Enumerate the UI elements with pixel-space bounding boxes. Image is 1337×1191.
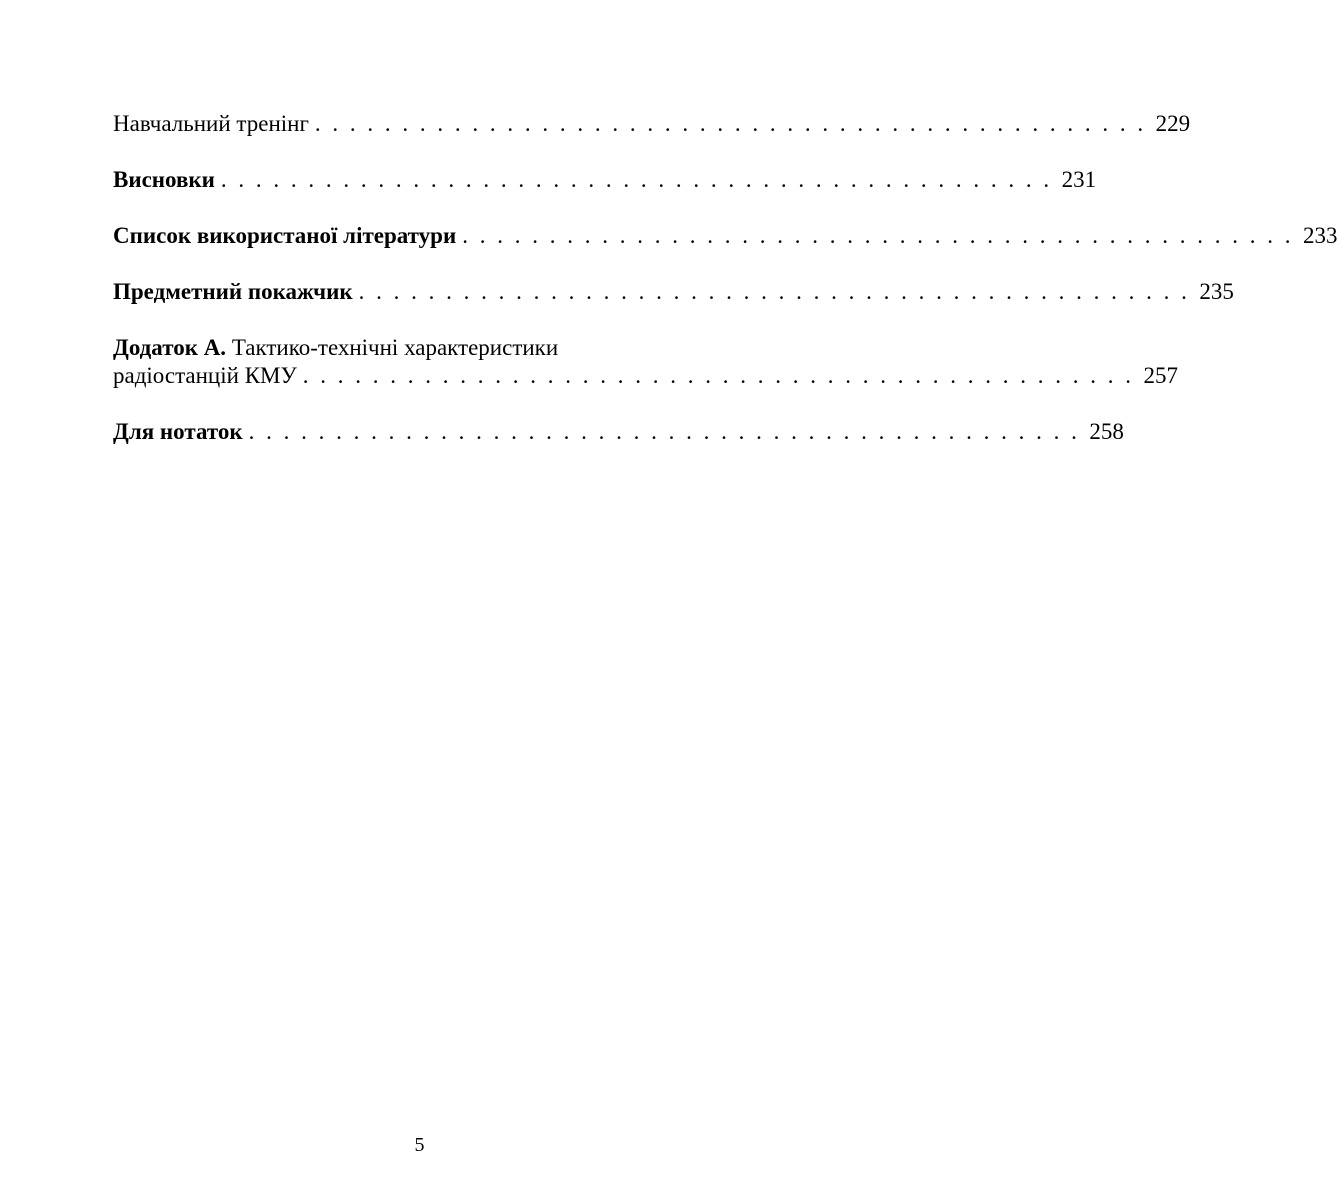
toc-entry-notes — [113, 418, 1124, 446]
dot-leader: . . . . . . . . . . . . . . . . . . . . . . . . . . . . . . . . . . . . . . . . . . . . . . . . — [248, 419, 1080, 444]
toc-entry-references — [113, 222, 1337, 250]
toc-title: Предметний покажчик — [113, 279, 353, 304]
toc-title: Для нотаток — [113, 419, 243, 444]
toc-entry-conclusions — [113, 166, 1097, 194]
toc-page-number: 233 — [1302, 223, 1337, 248]
toc-title — [113, 334, 558, 362]
appendix-title-line2: радіостанцій КМУ — [113, 363, 297, 388]
appendix-title-line1: Тактико-технічні характеристики — [231, 335, 559, 360]
toc-title: Висновки — [113, 167, 215, 192]
toc-title: Навчальний тренінг — [113, 111, 309, 136]
toc-entry-index — [113, 278, 1234, 306]
toc-entry-appendix-a — [113, 334, 1179, 390]
dot-leader: . . . . . . . . . . . . . . . . . . . . . . . . . . . . . . . . . . . . . . . . . . . . . . . . — [462, 223, 1294, 248]
appendix-label: Додаток А. — [113, 335, 227, 360]
page-number: 5 — [414, 1134, 425, 1156]
table-of-contents — [113, 110, 1337, 444]
toc-entry-training — [113, 110, 1191, 138]
toc-page-number: 257 — [1143, 363, 1179, 388]
dot-leader: . . . . . . . . . . . . . . . . . . . . . . . . . . . . . . . . . . . . . . . . . . . . . . . . — [302, 363, 1135, 388]
toc-page-number: 258 — [1089, 419, 1124, 444]
dot-leader: . . . . . . . . . . . . . . . . . . . . . . . . . . . . . . . . . . . . . . . . . . . . . . . . — [314, 111, 1147, 136]
toc-page-number: 235 — [1199, 279, 1234, 304]
toc-title: Список використаної літератури — [113, 223, 457, 248]
dot-leader: . . . . . . . . . . . . . . . . . . . . . . . . . . . . . . . . . . . . . . . . . . . . . . . . — [220, 167, 1053, 192]
toc-page-number: 229 — [1155, 111, 1191, 136]
toc-page-number: 231 — [1061, 167, 1097, 192]
dot-leader: . . . . . . . . . . . . . . . . . . . . . . . . . . . . . . . . . . . . . . . . . . . . . . . . — [358, 279, 1190, 304]
